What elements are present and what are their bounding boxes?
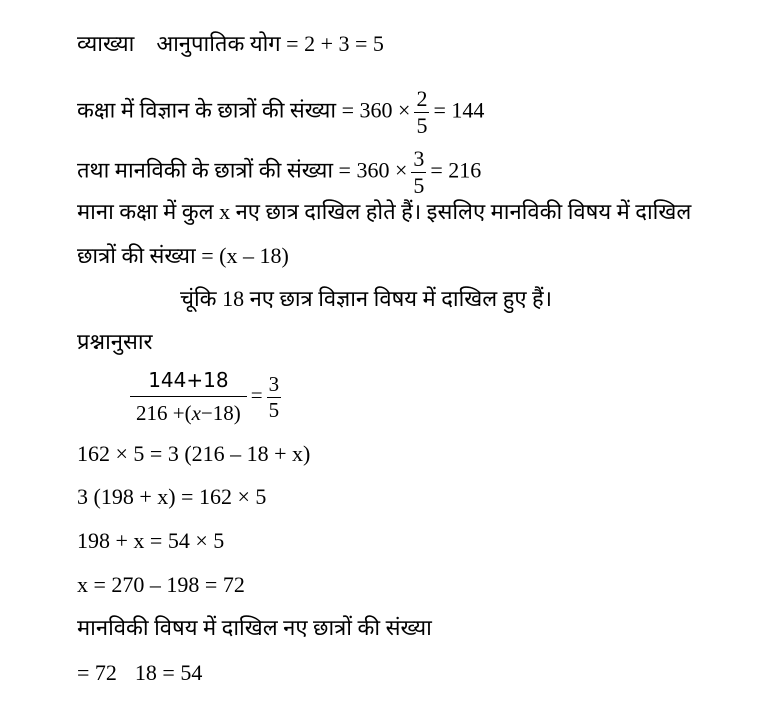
fraction-denominator: 5 [416, 113, 428, 138]
line-new-humanities: मानविकी विषय में दाखिल नए छात्रों की संख्या [77, 615, 432, 640]
humanities-students-result: = 216 [430, 157, 482, 183]
line-step-2: 3 (198 + x) = 162 × 5 [77, 484, 267, 509]
equation-lhs-fraction [130, 370, 247, 424]
fraction-denominator: 5 [413, 173, 425, 198]
humanities-students-text: तथा मानविकी के छात्रों की संख्या = 360 × [77, 157, 408, 183]
fraction-three-fifths [411, 148, 426, 197]
line-step-4: x = 270 – 198 = 72 [77, 572, 245, 597]
explanation-label: व्याख्या [77, 31, 135, 56]
science-students-text: कक्षा में विज्ञान के छात्रों की संख्या = 360 × [77, 97, 411, 123]
denominator-variable: x [191, 401, 201, 425]
line-science-students [77, 88, 484, 137]
line-explanation [77, 30, 384, 58]
line-final-answer [77, 659, 202, 687]
equation-lhs-numerator: 144+18 [148, 368, 229, 392]
equation-rhs-fraction [267, 371, 282, 422]
fraction-denominator: 5 [268, 397, 280, 422]
denominator-part: −18) [200, 401, 241, 425]
final-part-a: = 72 [77, 660, 117, 685]
line-assumption: माना कक्षा में कुल x नए छात्र दाखिल होते हैं। इसलिए मानविकी विषय में दाखिल [77, 199, 692, 224]
proportional-sum: आनुपातिक योग = 2 + 3 = 5 [156, 31, 384, 56]
ratio-equation [126, 370, 285, 424]
line-according-question: प्रश्नानुसार [77, 329, 153, 354]
equals-sign: = [250, 382, 263, 407]
line-science-new: चूंकि 18 नए छात्र विज्ञान विषय में दाखिल हुए हैं। [180, 286, 553, 311]
fraction-numerator: 2 [416, 86, 428, 111]
fraction-numerator: 3 [268, 371, 280, 396]
final-part-b: 18 = 54 [134, 660, 203, 685]
line-step-1: 162 × 5 = 3 (216 – 18 + x) [77, 441, 311, 466]
fraction-two-fifths [414, 88, 429, 137]
line-humanities-new: छात्रों की संख्या = (x – 18) [77, 243, 289, 268]
fraction-numerator: 3 [413, 146, 425, 171]
science-students-result: = 144 [433, 97, 485, 123]
equation-lhs-denominator [130, 396, 247, 424]
line-humanities-students [77, 148, 481, 197]
denominator-part: 216 +( [136, 401, 192, 425]
line-step-3: 198 + x = 54 × 5 [77, 528, 225, 553]
